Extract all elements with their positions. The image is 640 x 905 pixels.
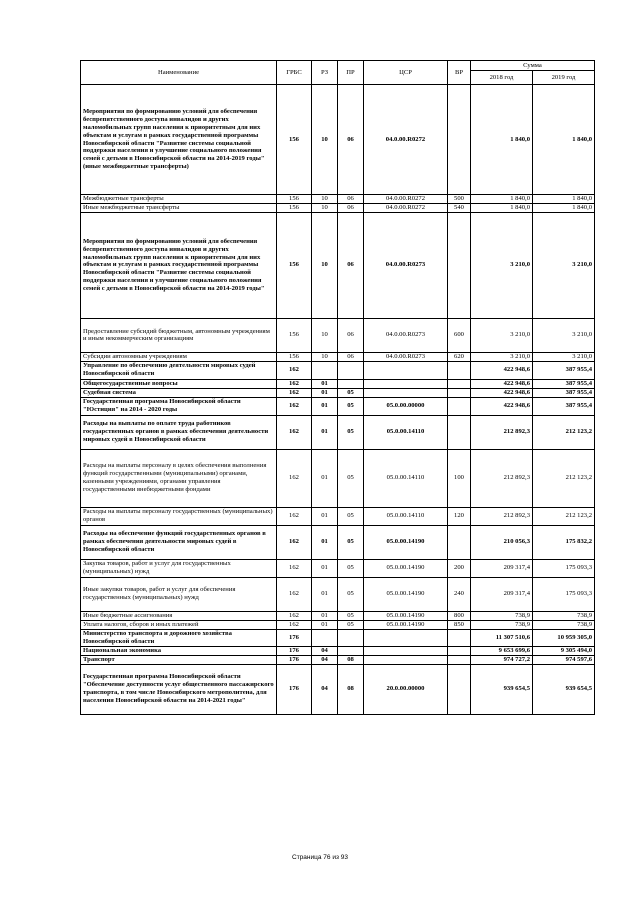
table-row	[81, 655, 595, 664]
budget-table	[80, 60, 595, 715]
table-cell-2019: 387 955,4	[533, 388, 595, 397]
table-row	[81, 620, 595, 629]
table-cell-2018: 738,9	[471, 620, 533, 629]
table-cell-name: Управление по обеспечению деятельности мировых судей Новосибирской области	[81, 361, 277, 379]
table-cell-csr: 04.0.00.R0273	[364, 212, 448, 318]
table-cell-rz: 01	[312, 559, 338, 577]
table-cell-rz: 10	[312, 203, 338, 212]
table-cell-vr: 240	[448, 577, 471, 611]
table-cell-rz: 01	[312, 577, 338, 611]
table-cell-csr: 04.0.00.R0273	[364, 352, 448, 361]
table-cell-grbs: 162	[277, 388, 312, 397]
table-cell-rz: 01	[312, 611, 338, 620]
table-cell-name: Национальная экономика	[81, 646, 277, 655]
table-cell-2019: 175 832,2	[533, 525, 595, 559]
table-cell-csr: 05.0.00.14190	[364, 559, 448, 577]
table-row	[81, 361, 595, 379]
table-row	[81, 525, 595, 559]
header-sum: Сумма	[471, 61, 595, 71]
table-cell-2019: 387 955,4	[533, 361, 595, 379]
table-cell-name: Мероприятия по формированию условий для обеспечения беспрепятственного доступа инвалидов и других маломобильных групп населения к приоритетным для них объектам и услугам в рамках государственной программы Новосибирской области "Развитие системы социальной поддержки населения и улучшение социального положения семей с детьми в Новосибирской области на 2014-2019 годы"	[81, 212, 277, 318]
table-cell-csr: 05.0.00.14190	[364, 620, 448, 629]
table-cell-name: Предоставление субсидий бюджетным, автономным учреждениям и иным некоммерческим организациям	[81, 318, 277, 352]
table-cell-csr: 05.0.00.14190	[364, 525, 448, 559]
table-cell-rz: 01	[312, 397, 338, 415]
table-cell-pr	[338, 361, 364, 379]
table-cell-pr: 06	[338, 195, 364, 204]
table-cell-vr	[448, 629, 471, 646]
table-cell-pr: 08	[338, 655, 364, 664]
table-cell-grbs: 176	[277, 646, 312, 655]
table-cell-name: Расходы на выплаты персоналу в целях обеспечения выполнения функций государственными (муниципальными) органами, казенными учреждениями, органами управления государственными внебюджетными фондами	[81, 449, 277, 507]
table-cell-2018: 422 948,6	[471, 379, 533, 388]
table-cell-2019: 1 840,0	[533, 195, 595, 204]
table-cell-csr: 04.0.00.R0273	[364, 318, 448, 352]
table-cell-vr: 850	[448, 620, 471, 629]
table-cell-name: Иные межбюджетные трансферты	[81, 203, 277, 212]
table-cell-vr	[448, 85, 471, 195]
table-cell-csr	[364, 646, 448, 655]
table-row	[81, 212, 595, 318]
table-cell-pr: 05	[338, 620, 364, 629]
table-cell-rz: 04	[312, 646, 338, 655]
table-cell-2019: 3 210,0	[533, 352, 595, 361]
table-cell-vr	[448, 212, 471, 318]
table-cell-csr	[364, 655, 448, 664]
table-cell-rz: 01	[312, 449, 338, 507]
table-cell-rz: 10	[312, 212, 338, 318]
table-cell-pr: 05	[338, 559, 364, 577]
table-cell-2019: 212 123,2	[533, 415, 595, 449]
table-cell-2018: 3 210,0	[471, 212, 533, 318]
table-cell-vr: 200	[448, 559, 471, 577]
table-cell-pr: 06	[338, 85, 364, 195]
table-cell-vr: 120	[448, 507, 471, 525]
table-cell-grbs: 176	[277, 655, 312, 664]
table-cell-csr: 05.0.00.14110	[364, 507, 448, 525]
table-row	[81, 85, 595, 195]
table-cell-grbs: 156	[277, 212, 312, 318]
table-cell-name: Судебная система	[81, 388, 277, 397]
table-cell-2019: 3 210,0	[533, 212, 595, 318]
table-cell-pr: 06	[338, 318, 364, 352]
table-cell-rz: 10	[312, 195, 338, 204]
table-cell-pr: 05	[338, 507, 364, 525]
table-cell-grbs: 162	[277, 559, 312, 577]
table-cell-rz	[312, 361, 338, 379]
table-cell-pr: 05	[338, 611, 364, 620]
table-row	[81, 664, 595, 714]
table-cell-2018: 1 840,0	[471, 85, 533, 195]
table-cell-name: Государственная программа Новосибирской области "Юстиция" на 2014 - 2020 годы	[81, 397, 277, 415]
header-vr: ВР	[448, 61, 471, 85]
table-cell-csr	[364, 629, 448, 646]
table-cell-2018: 212 892,3	[471, 449, 533, 507]
table-row	[81, 559, 595, 577]
table-cell-2019: 1 840,0	[533, 85, 595, 195]
header-csr: ЦСР	[364, 61, 448, 85]
table-cell-2018: 1 840,0	[471, 195, 533, 204]
table-cell-grbs: 162	[277, 449, 312, 507]
table-cell-pr: 06	[338, 203, 364, 212]
table-cell-rz: 04	[312, 655, 338, 664]
table-cell-grbs: 156	[277, 203, 312, 212]
table-cell-csr: 05.0.00.14190	[364, 577, 448, 611]
table-cell-rz	[312, 629, 338, 646]
table-cell-csr: 05.0.00.14110	[364, 415, 448, 449]
table-cell-rz: 01	[312, 379, 338, 388]
table-cell-2018: 212 892,3	[471, 415, 533, 449]
table-cell-name: Иные закупки товаров, работ и услуг для обеспечения государственных (муниципальных) нужд	[81, 577, 277, 611]
table-cell-rz: 10	[312, 318, 338, 352]
table-cell-vr	[448, 525, 471, 559]
table-cell-grbs: 162	[277, 379, 312, 388]
table-cell-grbs: 162	[277, 525, 312, 559]
table-cell-rz: 01	[312, 620, 338, 629]
table-body	[81, 85, 595, 715]
table-cell-2018: 939 654,5	[471, 664, 533, 714]
table-cell-csr: 04.0.00.R0272	[364, 85, 448, 195]
table-cell-csr	[364, 361, 448, 379]
table-cell-vr	[448, 397, 471, 415]
table-cell-2019: 1 840,0	[533, 203, 595, 212]
table-cell-csr: 05.0.00.14110	[364, 449, 448, 507]
table-cell-2019: 974 597,6	[533, 655, 595, 664]
table-cell-rz: 01	[312, 388, 338, 397]
table-cell-2018: 422 948,6	[471, 397, 533, 415]
header-2018: 2018 год	[471, 71, 533, 85]
table-row	[81, 611, 595, 620]
table-cell-grbs: 162	[277, 577, 312, 611]
table-cell-grbs: 156	[277, 195, 312, 204]
table-row	[81, 629, 595, 646]
table-cell-pr: 05	[338, 388, 364, 397]
table-cell-2019: 175 093,3	[533, 577, 595, 611]
table-cell-2018: 974 727,2	[471, 655, 533, 664]
table-cell-2019: 939 654,5	[533, 664, 595, 714]
table-row	[81, 379, 595, 388]
table-cell-2019: 212 123,2	[533, 507, 595, 525]
header-grbs: ГРБС	[277, 61, 312, 85]
table-cell-vr: 100	[448, 449, 471, 507]
header-pr: ПР	[338, 61, 364, 85]
table-cell-grbs: 162	[277, 397, 312, 415]
table-cell-2018: 11 307 510,6	[471, 629, 533, 646]
table-cell-pr: 05	[338, 525, 364, 559]
table-cell-grbs: 162	[277, 611, 312, 620]
table-cell-grbs: 162	[277, 507, 312, 525]
table-row	[81, 415, 595, 449]
table-cell-pr: 05	[338, 577, 364, 611]
table-cell-csr	[364, 388, 448, 397]
table-cell-pr	[338, 646, 364, 655]
header-name: Наименование	[81, 61, 277, 85]
table-row	[81, 646, 595, 655]
table-cell-2019: 738,9	[533, 620, 595, 629]
table-cell-csr: 05.0.00.00000	[364, 397, 448, 415]
table-cell-pr: 05	[338, 449, 364, 507]
table-cell-vr	[448, 664, 471, 714]
table-cell-csr: 04.0.00.R0272	[364, 203, 448, 212]
table-cell-rz: 01	[312, 507, 338, 525]
table-header	[81, 61, 595, 85]
table-cell-vr	[448, 655, 471, 664]
table-cell-2019: 10 959 305,0	[533, 629, 595, 646]
table-row	[81, 318, 595, 352]
table-row	[81, 449, 595, 507]
table-cell-name: Расходы на выплаты персоналу государственных (муниципальных) органов	[81, 507, 277, 525]
table-cell-2018: 210 056,3	[471, 525, 533, 559]
table-cell-vr: 620	[448, 352, 471, 361]
table-cell-csr	[364, 379, 448, 388]
table-cell-2018: 738,9	[471, 611, 533, 620]
table-cell-vr	[448, 388, 471, 397]
table-cell-vr: 800	[448, 611, 471, 620]
table-cell-2019: 387 955,4	[533, 397, 595, 415]
table-cell-rz: 10	[312, 85, 338, 195]
table-cell-2019: 3 210,0	[533, 318, 595, 352]
table-cell-grbs: 162	[277, 415, 312, 449]
table-cell-name: Транспорт	[81, 655, 277, 664]
table-cell-2018: 422 948,6	[471, 361, 533, 379]
table-cell-grbs: 156	[277, 352, 312, 361]
table-cell-pr: 06	[338, 352, 364, 361]
header-2019: 2019 год	[533, 71, 595, 85]
table-cell-name: Общегосударственные вопросы	[81, 379, 277, 388]
table-cell-pr: 05	[338, 397, 364, 415]
table-cell-vr: 600	[448, 318, 471, 352]
table-cell-2019: 738,9	[533, 611, 595, 620]
table-cell-vr: 540	[448, 203, 471, 212]
table-cell-name: Расходы на выплаты по оплате труда работников государственных органов в рамках обеспечения деятельности мировых судей в Новосибирской области	[81, 415, 277, 449]
table-row	[81, 352, 595, 361]
table-cell-2018: 209 317,4	[471, 559, 533, 577]
table-cell-name: Мероприятия по формированию условий для обеспечения беспрепятственного доступа инвалидов и других маломобильных групп населения к приоритетным для них объектам и услугам в рамках государственной программы Новосибирской области "Развитие системы социальной поддержки населения и улучшение социального положения семей с детьми в Новосибирской области на 2014-2019 годы" (иные межбюджетные трансферты)	[81, 85, 277, 195]
table-cell-2018: 1 840,0	[471, 203, 533, 212]
table-cell-2019: 212 123,2	[533, 449, 595, 507]
table-cell-grbs: 176	[277, 664, 312, 714]
table-cell-rz: 01	[312, 415, 338, 449]
table-cell-2018: 422 948,6	[471, 388, 533, 397]
table-row	[81, 203, 595, 212]
table-cell-csr: 04.0.00.R0272	[364, 195, 448, 204]
table-cell-2018: 9 653 699,6	[471, 646, 533, 655]
table-cell-name: Расходы на обеспечение функций государственных органов в рамках обеспечения деятельности мировых судей в Новосибирской области	[81, 525, 277, 559]
table-cell-2019: 175 093,3	[533, 559, 595, 577]
table-cell-name: Межбюджетные трансферты	[81, 195, 277, 204]
table-cell-grbs: 176	[277, 629, 312, 646]
table-cell-pr: 05	[338, 415, 364, 449]
table-cell-pr: 06	[338, 212, 364, 318]
table-cell-2018: 209 317,4	[471, 577, 533, 611]
table-cell-vr	[448, 646, 471, 655]
table-cell-grbs: 162	[277, 620, 312, 629]
table-cell-csr: 20.0.00.00000	[364, 664, 448, 714]
table-row	[81, 397, 595, 415]
table-cell-2018: 3 210,0	[471, 318, 533, 352]
table-cell-vr	[448, 415, 471, 449]
table-cell-vr	[448, 379, 471, 388]
table-row	[81, 507, 595, 525]
header-rz: РЗ	[312, 61, 338, 85]
table-cell-grbs: 162	[277, 361, 312, 379]
table-cell-rz: 10	[312, 352, 338, 361]
table-cell-grbs: 156	[277, 85, 312, 195]
table-cell-pr	[338, 629, 364, 646]
table-cell-name: Государственная программа Новосибирской области "Обеспечение доступности услуг общественного пассажирского транспорта, в том числе Новосибирского метрополитена, для населения Новосибирской области на 2014-2021 годы"	[81, 664, 277, 714]
table-cell-2019: 387 955,4	[533, 379, 595, 388]
table-row	[81, 388, 595, 397]
page-footer: Страница 76 из 93	[292, 854, 348, 861]
table-cell-2019: 9 305 494,0	[533, 646, 595, 655]
table-row	[81, 195, 595, 204]
table-cell-name: Министерство транспорта и дорожного хозяйства Новосибирской области	[81, 629, 277, 646]
table-cell-csr: 05.0.00.14190	[364, 611, 448, 620]
table-cell-pr: 08	[338, 664, 364, 714]
table-cell-name: Субсидии автономным учреждениям	[81, 352, 277, 361]
table-cell-2018: 212 892,3	[471, 507, 533, 525]
table-row	[81, 577, 595, 611]
table-cell-rz: 01	[312, 525, 338, 559]
table-cell-name: Уплата налогов, сборов и иных платежей	[81, 620, 277, 629]
table-cell-vr: 500	[448, 195, 471, 204]
table-cell-2018: 3 210,0	[471, 352, 533, 361]
table-cell-grbs: 156	[277, 318, 312, 352]
table-cell-rz: 04	[312, 664, 338, 714]
table-cell-vr	[448, 361, 471, 379]
table-cell-name: Иные бюджетные ассигнования	[81, 611, 277, 620]
table-cell-name: Закупка товаров, работ и услуг для государственных (муниципальных) нужд	[81, 559, 277, 577]
table-cell-pr	[338, 379, 364, 388]
